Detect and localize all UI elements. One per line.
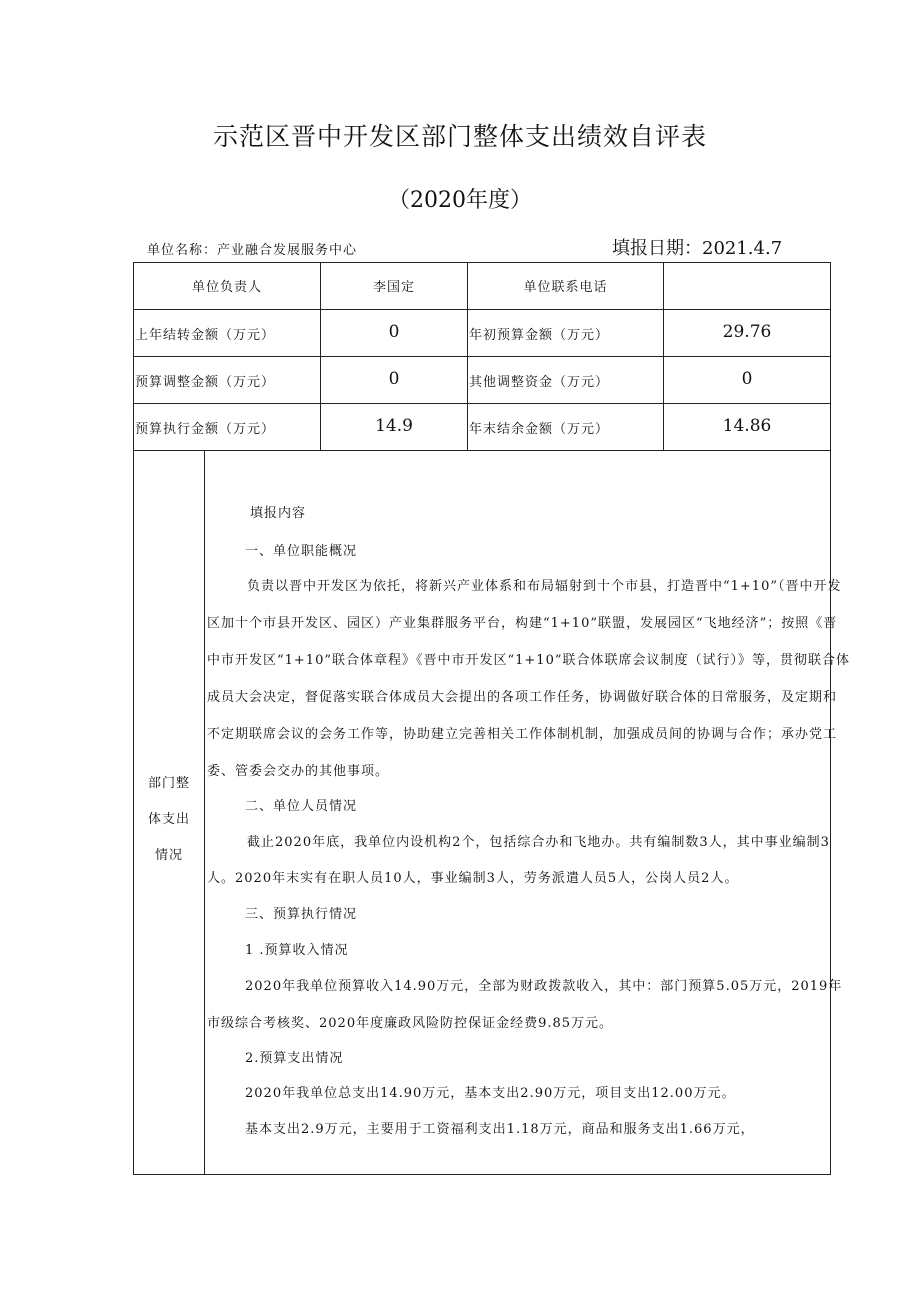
paragraph-line: 市级综合考核奖、2020年度廉政风险防控保证金经费9.85万元。	[207, 1016, 614, 1031]
report-date: 填报日期：2021.4.7	[612, 238, 783, 259]
responsible-person-value: 李国定	[372, 280, 415, 295]
year-end-balance-label: 年末结余金额（万元）	[469, 422, 610, 437]
paragraph-line: 不定期联席会议的会务工作等，协助建立完善相关工作体制机制，加强成员间的协调与合作；承办党工	[207, 727, 838, 742]
contact-phone-label: 单位联系电话	[523, 280, 608, 295]
section-side-label: 部门整 体支出 情况	[147, 776, 190, 863]
other-adjust-label: 其他调整资金（万元）	[469, 375, 610, 390]
paragraph-line: 委、管委会交办的其他事项。	[207, 764, 390, 779]
section-heading: 二、单位人员情况	[245, 799, 358, 814]
paragraph-line: 区加十个市县开发区、园区）产业集群服务平台，构建“1+10”联盟，发展园区“飞地经济”；按照《晋	[207, 616, 838, 631]
section-heading: 三、预算执行情况	[245, 907, 358, 922]
budget-adjust-value: 0	[388, 369, 400, 389]
content-heading: 填报内容	[250, 506, 307, 521]
executed-amount-value: 14.9	[375, 416, 413, 436]
year-end-balance-value: 14.86	[722, 416, 772, 436]
paragraph-line: 截止2020年底，我单位内设机构2个，包括综合办和飞地办。共有编制数3人，其中事业编制3	[247, 835, 830, 850]
paragraph-line: 成员大会决定，督促落实联合体成员大会提出的各项工作任务，协调做好联合体的日常服务，及定期和	[207, 690, 838, 705]
initial-budget-value: 29.76	[722, 322, 772, 342]
budget-adjust-label: 预算调整金额（万元）	[135, 375, 276, 390]
responsible-person-label: 单位负责人	[191, 280, 262, 295]
unit-name: 单位名称：产业融合发展服务中心	[147, 243, 358, 258]
subsection-heading: 2.预算支出情况	[245, 1051, 344, 1066]
report-year: （2020年度）	[388, 188, 532, 213]
paragraph-line: 负责以晋中开发区为依托，将新兴产业体系和布局辐射到十个市县，打造晋中“1+10”（晋中开发	[247, 579, 842, 594]
subsection-heading: 1 .预算收入情况	[245, 943, 349, 958]
initial-budget-label: 年初预算金额（万元）	[469, 328, 610, 343]
page-title: 示范区晋中开发区部门整体支出绩效自评表	[212, 122, 707, 151]
paragraph-line: 人。2020年末实有在职人员10人，事业编制3人，劳务派遣人员5人，公岗人员2人。	[207, 871, 739, 886]
section-heading: 一、单位职能概况	[245, 544, 358, 559]
paragraph-line: 基本支出2.9万元，主要用于工资福利支出1.18万元，商品和服务支出1.66万元，	[245, 1122, 755, 1137]
paragraph-line: 2020年我单位总支出14.90万元，基本支出2.90万元，项目支出12.00万元。	[245, 1086, 736, 1101]
carryover-value: 0	[388, 322, 400, 342]
paragraph-line: 2020年我单位预算收入14.90万元，全部为财政拨款收入，其中：部门预算5.05万元，2019年	[245, 979, 843, 994]
carryover-label: 上年结转金额（万元）	[135, 328, 276, 343]
paragraph-line: 中市开发区“1+10”联合体章程》《晋中市开发区“1+10”联合体联席会议制度（试行）》等，贯彻联合体	[207, 653, 850, 668]
executed-amount-label: 预算执行金额（万元）	[135, 422, 276, 437]
other-adjust-value: 0	[741, 369, 753, 389]
